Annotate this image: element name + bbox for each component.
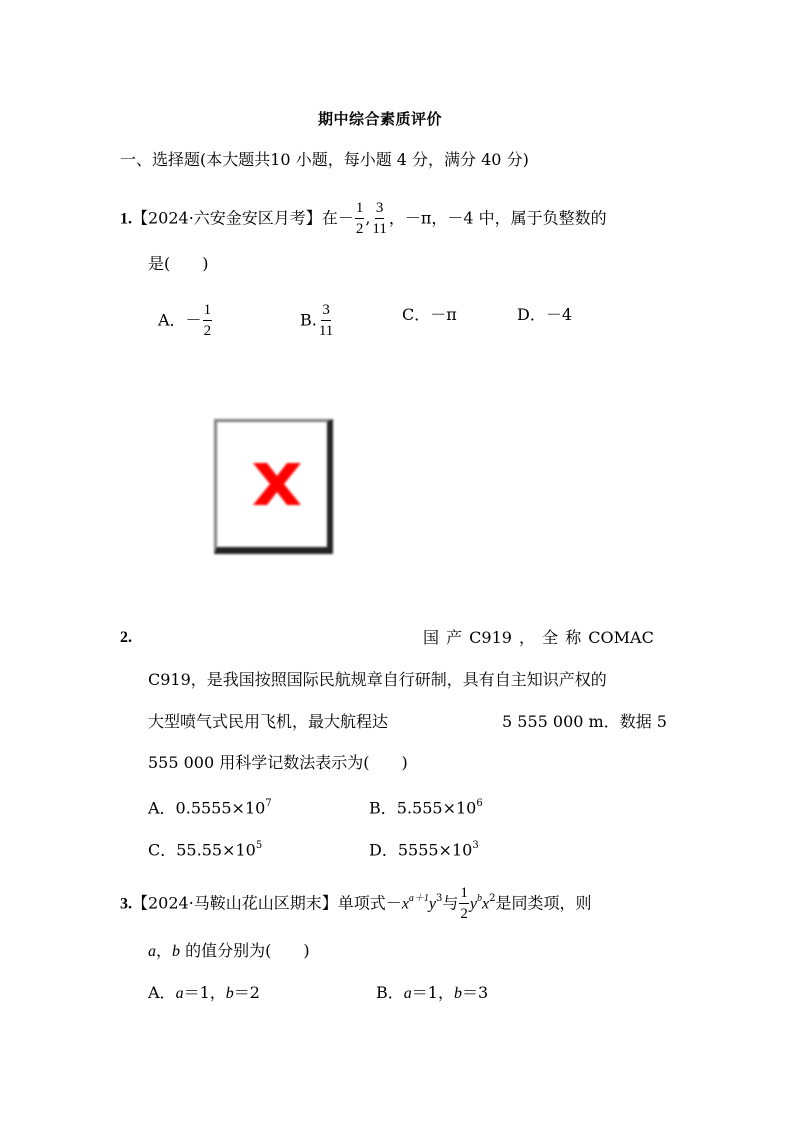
q2-option-d: D．$5555\times 10^3$: [369, 840, 479, 860]
q3-option-b: B．a＝1，b＝3: [376, 983, 489, 1002]
q1-option-c: C．－π: [402, 305, 457, 324]
question-source-tag: 【2024·六安金安区月考】在: [132, 208, 338, 228]
q2-option-a: A．$0.5555\times 10^7$: [148, 798, 272, 818]
question-3-line-1: 3.【2024·马鞍山花山区期末】单项式$-x^{a+1}y^3$与 $\frac{1}{2}$ $y^bx^2$是同类项，则: [120, 885, 592, 922]
fraction-one-half: $\frac{1}{2}$: [355, 200, 364, 237]
fraction-three-elevenths: $\frac{3}{11}$: [372, 200, 387, 237]
question-text: ，－π，－4 中，属于负整数的: [388, 208, 607, 228]
question-1-line-2: 是( ): [148, 254, 209, 273]
q2-option-c: C．$55.55\times 10^5$: [148, 840, 263, 860]
minus-sign: －: [337, 208, 354, 228]
question-2-line-4: 555 000 用科学记数法表示为( ): [148, 753, 408, 772]
fraction-one-half: $\frac{1}{2}$: [203, 302, 212, 339]
question-number: 2.: [120, 629, 132, 646]
question-2-line-2: C919，是我国按照国际民航规章自行研制，具有自主知识产权的: [148, 670, 607, 689]
red-x-icon: [247, 459, 307, 509]
q1-option-d: D．－4: [517, 305, 573, 324]
broken-image-icon: [214, 419, 333, 554]
question-2-line-3a: 大型喷气式民用飞机，最大航程达: [148, 712, 389, 731]
question-3-line-2: a，b 的值分别为( ): [148, 941, 310, 960]
section-heading: 一、选择题(本大题共10 小题，每小题 4 分，满分 40 分): [120, 150, 529, 169]
question-2-line-1: 国 产 C919 ， 全 称 COMAC: [423, 628, 654, 647]
page-title: 期中综合素质评价: [318, 110, 443, 128]
fraction-one-half: $\frac{1}{2}$: [460, 885, 468, 922]
q1-option-b: B. $\frac{3}{11}$: [300, 302, 334, 339]
question-2-line-3b: 5 555 000 m．数据 5: [502, 712, 667, 731]
question-1-line-1: [120, 200, 607, 238]
fraction-three-elevenths: $\frac{3}{11}$: [318, 302, 334, 339]
q1-option-a: A．－ $\frac{1}{2}$: [158, 302, 212, 339]
question-number: 1.: [120, 210, 132, 228]
question-source-tag: 【2024·马鞍山花山区期末】单项式－: [132, 893, 402, 913]
q2-option-b: B．$5.555\times 10^6$: [369, 798, 483, 818]
question-number: 3.: [120, 895, 132, 913]
separator: ,: [365, 208, 371, 228]
q3-option-a: A．a＝1，b＝2: [148, 983, 260, 1002]
